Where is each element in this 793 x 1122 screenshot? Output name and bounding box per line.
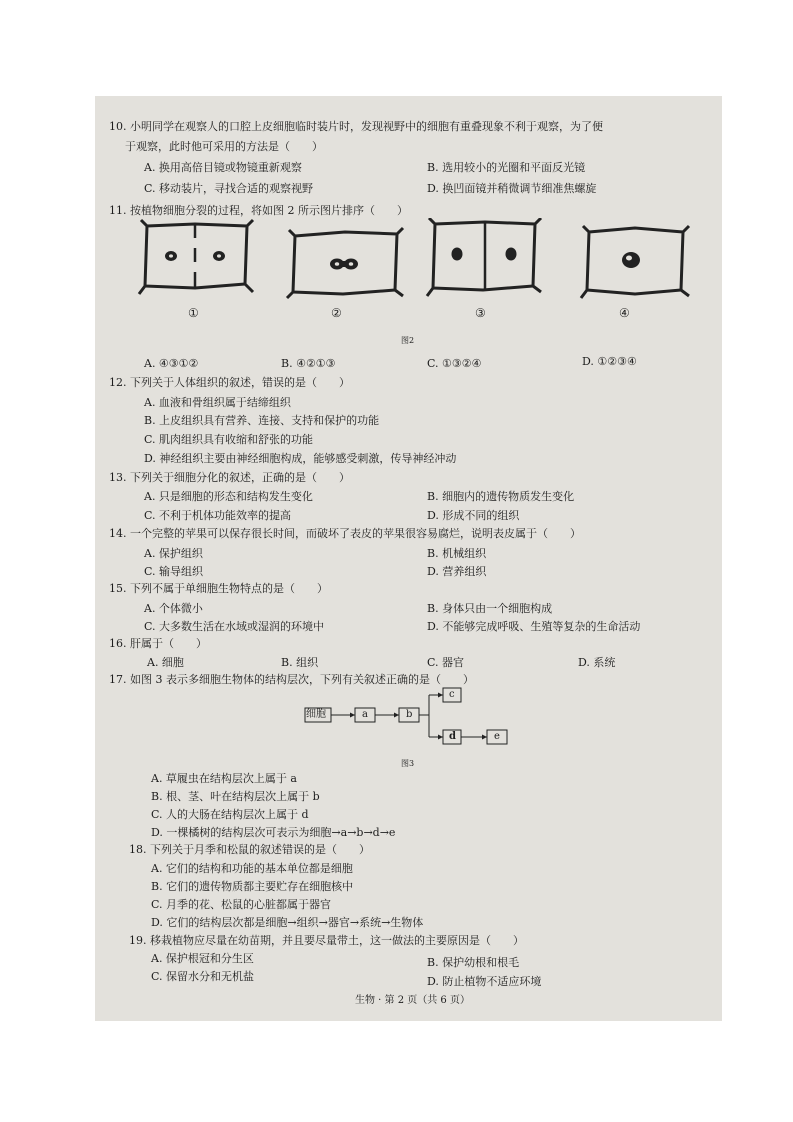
q18-option-b: B. 它们的遗传物质都主要贮存在细胞核中: [151, 880, 354, 893]
q10-option-d: D. 换凹面镜并稍微调节细准焦螺旋: [427, 182, 597, 195]
q11-option-d: D. ①②③④: [582, 355, 637, 368]
q18-option-a: A. 它们的结构和功能的基本单位都是细胞: [151, 862, 353, 875]
q14-option-d: D. 营养组织: [427, 565, 487, 578]
q16-option-c: C. 器官: [427, 656, 465, 669]
q12-option-a: A. 血液和骨组织属于结缔组织: [144, 396, 291, 409]
fig3-caption: 图3: [401, 759, 415, 768]
q13-option-d: D. 形成不同的组织: [427, 509, 520, 522]
q15-option-d: D. 不能够完成呼吸、生殖等复杂的生命活动: [427, 620, 641, 633]
fig3-label-cell: 细胞: [306, 709, 326, 720]
q17-option-b: B. 根、茎、叶在结构层次上属于 b: [151, 790, 320, 803]
q17-option-a: A. 草履虫在结构层次上属于 a: [151, 772, 297, 785]
q13-stem: 13. 下列关于细胞分化的叙述，正确的是（ ）: [109, 471, 350, 484]
q11-stem: 11. 按植物细胞分裂的过程，将如图 2 所示图片排序（ ）: [109, 204, 408, 217]
q17-option-d: D. 一棵橘树的结构层次可表示为细胞→a→b→d→e: [151, 826, 396, 839]
fig3-label-c: c: [449, 689, 455, 700]
q19-option-d: D. 防止植物不适应环境: [427, 975, 542, 988]
q10-option-c: C. 移动装片，寻找合适的观察视野: [144, 182, 314, 195]
q16-stem: 16. 肝属于（ ）: [109, 637, 207, 650]
q13-option-b: B. 细胞内的遗传物质发生变化: [427, 490, 575, 503]
q19-stem: 19. 移栽植物应尽量在幼苗期，并且要尽量带土，这一做法的主要原因是（ ）: [129, 934, 524, 947]
q19-option-c: C. 保留水分和无机盐: [151, 970, 255, 983]
q14-option-a: A. 保护组织: [144, 547, 203, 560]
fig3-label-e: e: [494, 731, 500, 742]
q18-stem: 18. 下列关于月季和松鼠的叙述错误的是（ ）: [129, 843, 370, 856]
q17-option-c: C. 人的大肠在结构层次上属于 d: [151, 808, 309, 821]
q12-option-d: D. 神经组织主要由神经细胞构成，能够感受刺激，传导神经冲动: [144, 452, 457, 465]
exam-page: [95, 96, 722, 1021]
q19-option-b: B. 保护幼根和根毛: [427, 956, 520, 969]
q11-option-a: A. ④③①②: [144, 357, 199, 370]
q11-option-b: B. ④②①③: [281, 357, 336, 370]
q16-option-d: D. 系统: [578, 656, 616, 669]
q13-option-a: A. 只是细胞的形态和结构发生变化: [144, 490, 313, 503]
q12-stem: 12. 下列关于人体组织的叙述，错误的是（ ）: [109, 376, 350, 389]
q15-option-b: B. 身体只由一个细胞构成: [427, 602, 553, 615]
figure-3-structure-levels: [303, 686, 523, 748]
q10-option-b: B. 选用较小的光圈和平面反光镜: [427, 161, 586, 174]
q15-stem: 15. 下列不属于单细胞生物特点的是（ ）: [109, 582, 328, 595]
q16-option-b: B. 组织: [281, 656, 319, 669]
q12-option-b: B. 上皮组织具有营养、连接、支持和保护的功能: [144, 414, 380, 427]
q10-stem-line1: 10. 小明同学在观察人的口腔上皮细胞临时装片时，发现视野中的细胞有重叠现象不利于观察，为了便: [109, 120, 603, 133]
q14-option-b: B. 机械组织: [427, 547, 487, 560]
q17-stem: 17. 如图 3 表示多细胞生物体的结构层次，下列有关叙述正确的是（ ）: [109, 673, 474, 686]
fig3-label-b: b: [406, 709, 413, 720]
q15-option-c: C. 大多数生活在水域或湿润的环境中: [144, 620, 325, 633]
q18-option-d: D. 它们的结构层次都是细胞→组织→器官→系统→生物体: [151, 916, 424, 929]
fig2-label-4: ④: [619, 306, 630, 320]
cell-stage-1: [139, 220, 253, 294]
q10-stem-line2: 于观察，此时他可采用的方法是（ ）: [125, 140, 323, 153]
q11-option-c: C. ①③②④: [427, 357, 482, 370]
q14-stem: 14. 一个完整的苹果可以保存很长时间，而破坏了表皮的苹果很容易腐烂，说明表皮属于（ ）: [109, 527, 581, 540]
fig2-label-3: ③: [475, 306, 486, 320]
q18-option-c: C. 月季的花、松鼠的心脏都属于器官: [151, 898, 332, 911]
fig3-label-d: d: [449, 731, 456, 742]
q15-option-a: A. 个体微小: [144, 602, 203, 615]
q12-option-c: C. 肌肉组织具有收缩和舒张的功能: [144, 433, 314, 446]
q19-option-a: A. 保护根冠和分生区: [151, 952, 254, 965]
fig3-label-a: a: [362, 709, 368, 720]
figure-2-cell-division: [135, 218, 695, 330]
q10-option-a: A. 换用高倍目镜或物镜重新观察: [144, 161, 302, 174]
q13-option-c: C. 不利于机体功能效率的提高: [144, 509, 292, 522]
q14-option-c: C. 输导组织: [144, 565, 204, 578]
fig2-label-2: ②: [331, 306, 342, 320]
fig2-label-1: ①: [188, 306, 199, 320]
fig2-caption: 图2: [401, 336, 415, 345]
page-footer: 生物 · 第 2 页（共 6 页）: [355, 995, 470, 1006]
q16-option-a: A. 细胞: [147, 656, 184, 669]
cell-stage-3: [427, 218, 541, 296]
